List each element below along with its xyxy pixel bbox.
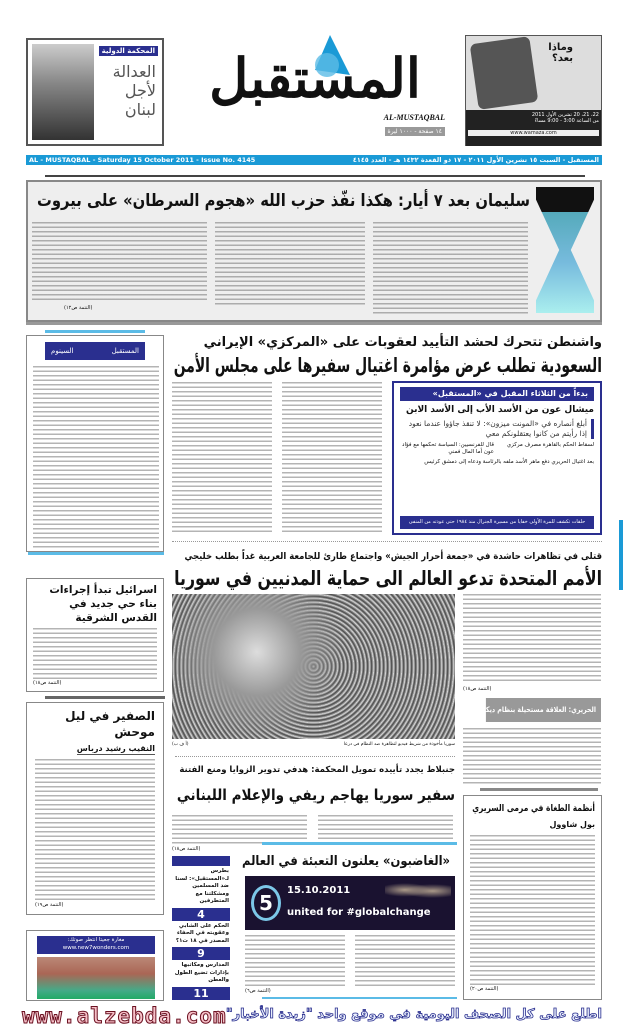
top-story-continued: (التتمة ص١٢)	[64, 305, 93, 311]
dateline-en: AL - MUSTAQBAL - Saturday 15 October 2011 - Issue No. 4145	[29, 156, 256, 164]
syria-kicker[interactable]: قتلى في تظاهرات حاشدة في «جمعة أحرار الجيش» واجتماع طارئ للجامعة العربية غداً بطلب خليجي	[184, 551, 602, 562]
top-story[interactable]	[26, 180, 602, 322]
globalchange-banner	[245, 876, 455, 930]
banner-text: united for #globalchange	[287, 907, 431, 918]
safir-column[interactable]	[26, 702, 164, 915]
promo-item3: بعد اغتيال الحريري دفع ماهر الأسد ملفه بالرئاسة ودعاه إلى دمشق كرئيس	[424, 459, 594, 465]
world-map-icon	[385, 880, 451, 902]
lead-headline[interactable]: السعودية تطلب عرض مؤامرة اغتيال سفيرها على مجلس الأمن	[173, 353, 602, 377]
cinema-label: المستقبل	[111, 347, 139, 355]
photo-caption: سوريا مأخوذة من شريط فيديو لتظاهرة ضد النظام في درعا	[343, 742, 455, 747]
tribunal-ad[interactable]	[26, 38, 164, 146]
israel-story[interactable]	[26, 578, 164, 692]
index-page-number[interactable]: 11	[172, 987, 230, 1000]
jumblatt-headline[interactable]: سفير سوريا يهاجم ريفي والإعلام اللبناني	[176, 786, 455, 804]
jumblatt-kicker[interactable]: جنبلاط يجدد تأييده تمويل المحكمة: هدفي تدوير الزوايا ومنع الفتنة	[179, 765, 455, 775]
promo-item2: قال للفرنسيين: السياسة تحكمها مع فؤاد عون أما المال فمني	[402, 442, 494, 455]
cinema-sublabel: السينوم	[51, 347, 74, 355]
opinion-continued: (التتمة ص٢٠)	[470, 986, 499, 992]
israel-headline[interactable]: اسرائيل تبدأ إجراءات بناء حي جديد في القدس الشرقية	[49, 584, 157, 624]
israel-continued: (التتمة ص١٨)	[33, 680, 62, 686]
top-ad[interactable]	[465, 35, 602, 146]
top-story-headline[interactable]: سليمان بعد ٧ أيار: هكذا نفّذ حزب الله «هجوم السرطان» على بيروت	[37, 191, 530, 211]
ad-dates: 22، 21، 20 تشرين الأول 2011	[531, 112, 599, 118]
opinion-author: بول شاوول	[549, 820, 595, 829]
dateline-bar	[26, 155, 602, 165]
index-page-number[interactable]: 9	[172, 947, 230, 960]
wonders-url[interactable]: www.new7wonders.com	[62, 945, 130, 951]
fifteen-logo-icon: 5	[251, 885, 281, 921]
ad-site: www.wamaza.com	[468, 130, 599, 136]
promo-banner: بدءاً من الثلاثاء المقبل في «المستقبل»	[400, 387, 594, 401]
ad-time: من الساعة 3:00 - 9:00 مساءً	[534, 118, 599, 124]
index-page-number[interactable]: 4	[172, 908, 230, 921]
opinion-column[interactable]	[463, 795, 602, 1000]
wonders-title: مغارة جعيتا انتظر صوتك:	[67, 937, 125, 943]
watermark-site[interactable]: www.alzebda.com	[22, 1004, 227, 1028]
grotto-photo	[37, 957, 155, 999]
banner-date: 15.10.2011	[287, 885, 351, 896]
masthead-logo	[185, 35, 445, 143]
promo-item1: لسقاط الحكم بالقاهرة مصرف مركزي	[506, 442, 594, 448]
opinion-headline[interactable]: أنظمة الطغاة في مرمى السريري	[472, 803, 595, 814]
safir-headline[interactable]: الصفير في ليل موحش	[65, 709, 155, 739]
lead-kicker[interactable]: واشنطن تتحرك لحشد التأييد لعقوبات على «المركزي» الإيراني	[203, 335, 602, 350]
protest-photo	[172, 594, 455, 739]
promo-quote: أبلغ أنصاره في «المونت ميزون»: لا تنقذ جاؤوا عندما نعود إذا رأيتم من كانوا يعتقلونكم معي	[400, 419, 594, 439]
wikileaks-logo	[536, 187, 594, 313]
wonders-ad[interactable]	[26, 930, 164, 1001]
index-item-text[interactable]: بطرس لـ«المستقبل»: لسنا ضد المسلمين ومشكلتنا مع المتطرفين	[175, 868, 229, 904]
safir-continued: (التتمة ص١٩)	[35, 902, 64, 908]
indignados-headline[interactable]: «الغاضبون» يعلنون التعبئة في العالم	[242, 854, 450, 869]
watermark-slogan: اطلع على كل الصحف اليومية في موقع واحد "زبدة الأخبار"	[225, 1007, 602, 1022]
ad-line1: وماذا	[548, 42, 573, 53]
index-column	[172, 856, 230, 1000]
price: ١٤ صفحة - ١٠٠٠ ليرة	[385, 127, 445, 136]
safir-author: النقيب رشيد درباس	[76, 744, 155, 753]
promo-footer: حلقات تكشف للمرة الأولى خفايا من مسيرة الجنرال منذ ١٩٨٤ حتى عودته من المنفى	[400, 516, 594, 529]
portrait-photo	[32, 44, 94, 140]
indignados-continued: (التتمة ص٦)	[245, 988, 271, 994]
syria-headline[interactable]: الأمم المتحدة تدعو العالم الى حماية المدنيين في سوريا	[174, 566, 602, 590]
tribunal-line1: العدالة	[112, 62, 156, 81]
cinema-box[interactable]	[26, 335, 164, 552]
promo-box[interactable]	[392, 381, 602, 535]
photo-credit: (أ ف ب)	[172, 742, 189, 747]
tribunal-line3: لبنان	[124, 100, 156, 119]
index-item-text[interactable]: الحكم على الشابي وعقوبته في الحفاء المصدر في ١٨ ت١؟	[175, 922, 229, 944]
index-item-text[interactable]: المدارس ومكاتبها بإدارات تضيع الطول والعطن	[174, 962, 229, 983]
tribunal-line2: لأجل	[124, 81, 156, 100]
masthead-title-ar: المستقبل	[209, 46, 421, 110]
promo-title[interactable]: ميشال عون من الأسد الأب إلى الأسد الابن	[405, 405, 594, 415]
syria-continued: (التتمة ص١٨)	[463, 686, 492, 692]
dateline-ar: المستقبل - السبت ١٥ تشرين الأول ٢٠١١ - ١٧ ذو القعدة ١٤٣٢ هـ - العدد ٤١٤٥	[352, 156, 599, 164]
ad-line2: بعد؟	[552, 53, 573, 64]
tribunal-badge: المحكمة الدولية	[99, 46, 158, 56]
jumblatt-continued: (التتمة ص١٨)	[172, 846, 201, 852]
hariri-header[interactable]: الحريري: العلاقة مستحيلة بنظام ديكتاتوري	[486, 698, 601, 722]
masthead-title-en: AL-MUSTAQBAL	[383, 113, 445, 122]
